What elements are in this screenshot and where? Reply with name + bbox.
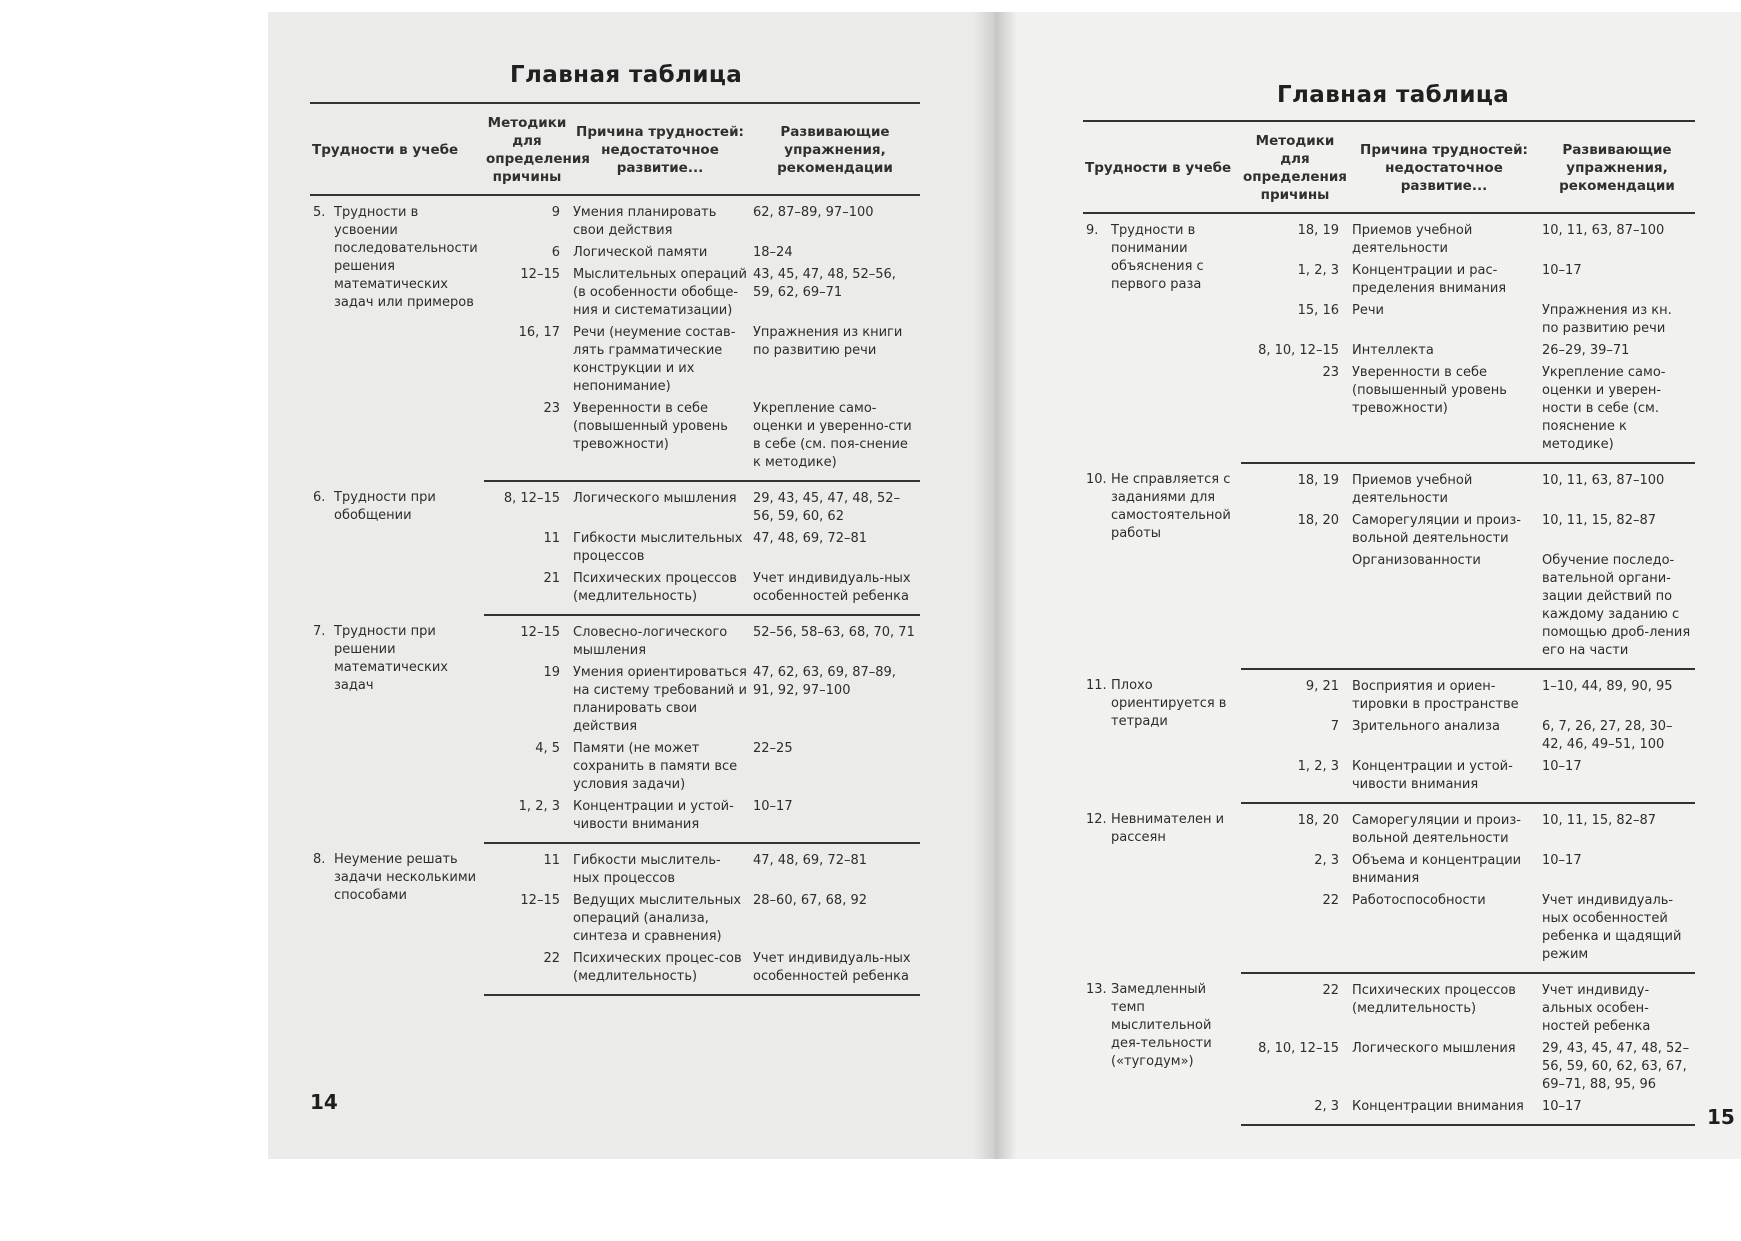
cause-cell: Саморегуляции и произ-вольной деятельности <box>1352 513 1521 546</box>
page-title: Главная таблица <box>1277 82 1510 108</box>
methods-cell: 21 <box>484 568 570 615</box>
header-difficulty: Трудности в учебе <box>1083 121 1241 213</box>
methods-cell: 11 <box>543 531 560 546</box>
cause-cell: Речи (неумение состав-лять грамматические конструкции и их непонимание) <box>573 325 736 394</box>
cause-cell: Логического мышления <box>573 491 737 506</box>
recommendations-cell: Учет индивидуаль-ных особенностей ребенка и щадящий режим <box>1539 890 1695 973</box>
recommendations-cell: 1–10, 44, 89, 90, 95 <box>1542 679 1673 694</box>
table-row <box>310 195 920 242</box>
cause-cell: Концентрации и устой-чивости внимания <box>1349 756 1539 803</box>
cause-cell: Умения планировать свои действия <box>573 205 717 238</box>
methods-cell: 1, 2, 3 <box>1297 263 1339 278</box>
methods-cell: 19 <box>543 665 560 680</box>
recommendations-cell: Упражнения из кн. по развитию речи <box>1542 303 1672 336</box>
header-methods: Методики для определения причины <box>484 103 570 195</box>
methods-cell: 9 <box>551 205 560 220</box>
table-row <box>1083 973 1695 1038</box>
cause-cell: Ведущих мыслительных операций (анализа, синтеза и сравнения) <box>573 893 742 944</box>
cause-cell: Концентрации внимания <box>1349 1096 1539 1125</box>
header-cause: Причина трудностей: недостаточное развитие... <box>1349 121 1539 213</box>
recommendations-cell: 6, 7, 26, 27, 28, 30–42, 46, 49–51, 100 <box>1542 719 1673 752</box>
methods-cell: 12–15 <box>520 893 560 908</box>
methods-cell: 18, 20 <box>1297 813 1339 828</box>
difficulty-number: 13. <box>1086 982 1107 997</box>
recommendations-cell: Обучение последо-вательной органи-зации действий по каждому заданию с помощью дроб-ления его на части <box>1539 550 1695 669</box>
cause-cell: Организованности <box>1349 550 1539 669</box>
cause-cell: Умения ориентироваться на систему требований и планировать свои действия <box>573 665 747 734</box>
recommendations-cell: 10, 11, 15, 82–87 <box>1542 513 1657 528</box>
methods-cell: 1, 2, 3 <box>484 796 570 843</box>
cause-cell: Приемов учебной деятельности <box>1352 223 1473 256</box>
cause-cell: Логического мышления <box>1352 1041 1516 1056</box>
recommendations-cell: 10–17 <box>750 796 920 843</box>
difficulty-number: 11. <box>1086 678 1107 693</box>
methods-cell <box>1241 550 1349 669</box>
recommendations-cell: 10, 11, 15, 82–87 <box>1542 813 1657 828</box>
table-row <box>310 481 920 528</box>
cause-cell: Приемов учебной деятельности <box>1352 473 1473 506</box>
table-body <box>310 195 920 995</box>
table-header-row <box>310 103 920 195</box>
cause-cell: Концентрации и рас-пределения внимания <box>1352 263 1507 296</box>
methods-cell: 2, 3 <box>1241 1096 1349 1125</box>
methods-cell: 9, 21 <box>1305 679 1339 694</box>
table-row <box>1083 213 1695 260</box>
header-recommendations: Развивающие упражнения, рекомендации <box>750 103 920 195</box>
header-recommendations: Развивающие упражнения, рекомендации <box>1539 121 1695 213</box>
header-methods: Методики для определения причины <box>1241 121 1349 213</box>
cause-cell: Саморегуляции и произ-вольной деятельности <box>1352 813 1521 846</box>
cause-cell: Мыслительных операций (в особенности обобще-ния и систематизации) <box>573 267 747 318</box>
recommendations-cell: 47, 62, 63, 69, 87–89, 91, 92, 97–100 <box>753 665 896 698</box>
cause-cell: Объема и концентрации внимания <box>1352 853 1522 886</box>
recommendations-cell: 18–24 <box>753 245 793 260</box>
cause-cell: Гибкости мыслитель-ных процессов <box>573 853 721 886</box>
cause-cell: Работоспособности <box>1349 890 1539 973</box>
methods-cell: 8, 10, 12–15 <box>1258 1041 1339 1056</box>
methods-cell: 7 <box>1330 719 1339 734</box>
methods-cell: 15, 16 <box>1297 303 1339 318</box>
table-body <box>1083 213 1695 1125</box>
main-table <box>310 102 920 996</box>
recommendations-cell: 10–17 <box>1542 263 1582 278</box>
methods-cell: 4, 5 <box>535 741 560 756</box>
methods-cell: 18, 20 <box>1297 513 1339 528</box>
page-number: 15 <box>1707 1105 1735 1129</box>
methods-cell: 22 <box>1241 890 1349 973</box>
recommendations-cell: Укрепление само-оценки и уверенно-сти в себе (см. поя-снение к методике) <box>750 398 920 481</box>
cause-cell: Уверенности в себе (повышенный уровень тревожности) <box>1349 362 1539 463</box>
difficulty-number: 5. <box>313 205 326 220</box>
difficulty-cell: Плохо ориентируется в тетради <box>1111 678 1227 729</box>
difficulty-cell: Невнимателен и рассеян <box>1111 812 1225 845</box>
methods-cell: 8, 12–15 <box>503 491 560 506</box>
recommendations-cell: 29, 43, 45, 47, 48, 52–56, 59, 60, 62, 63, 67, 69–71, 88, 95, 96 <box>1542 1041 1690 1092</box>
methods-cell: 23 <box>1241 362 1349 463</box>
page-number: 14 <box>310 1090 338 1114</box>
difficulty-number: 8. <box>313 852 326 867</box>
difficulty-cell: Не справляется с заданиями для самостоятельной работы <box>1111 472 1231 541</box>
methods-cell: 2, 3 <box>1314 853 1339 868</box>
recommendations-cell: Учет индивиду-альных особен-ностей ребенка <box>1542 983 1651 1034</box>
methods-cell: 12–15 <box>520 625 560 640</box>
cause-cell: Логической памяти <box>573 245 708 260</box>
recommendations-cell: Укрепление само-оценки и уверен-ности в себе (см. пояснение к методике) <box>1539 362 1695 463</box>
cause-cell: Психических процес-сов (медлительность) <box>570 948 750 995</box>
recommendations-cell: 10–17 <box>1542 853 1582 868</box>
recommendations-cell: 10, 11, 63, 87–100 <box>1542 473 1665 488</box>
recommendations-cell: Учет индивидуаль-ных особенностей ребенка <box>750 568 920 615</box>
header-difficulty: Трудности в учебе <box>310 103 484 195</box>
main-table <box>1083 120 1695 1126</box>
difficulty-cell: Трудности при решении математических задач <box>334 624 448 693</box>
methods-cell: 22 <box>1322 983 1339 998</box>
cause-cell: Гибкости мыслительных процессов <box>573 531 743 564</box>
table-row <box>310 843 920 890</box>
cause-cell: Концентрации и устой-чивости внимания <box>570 796 750 843</box>
methods-cell: 18, 19 <box>1297 223 1339 238</box>
spine-shadow <box>973 12 995 1159</box>
methods-cell: 23 <box>484 398 570 481</box>
table-row <box>1083 669 1695 716</box>
recommendations-cell: 28–60, 67, 68, 92 <box>753 893 868 908</box>
cause-cell: Психических процессов (медлительность) <box>1352 983 1516 1016</box>
difficulty-cell: Трудности в усвоении последовательности решения математических задач или примеров <box>334 205 478 310</box>
cause-cell: Восприятия и ориен-тировки в пространстве <box>1352 679 1519 712</box>
difficulty-cell: Трудности в понимании объяснения с первого раза <box>1111 223 1204 292</box>
cause-cell: Интеллекта <box>1352 343 1434 358</box>
recommendations-cell: 47, 48, 69, 72–81 <box>753 853 868 868</box>
spine-shadow <box>995 12 1017 1159</box>
methods-cell: 18, 19 <box>1297 473 1339 488</box>
cause-cell: Уверенности в себе (повышенный уровень тревожности) <box>570 398 750 481</box>
recommendations-cell: 62, 87–89, 97–100 <box>753 205 874 220</box>
methods-cell: 12–15 <box>520 267 560 282</box>
difficulty-number: 12. <box>1086 812 1107 827</box>
recommendations-cell: Учет индивидуаль-ных особенностей ребенка <box>750 948 920 995</box>
difficulty-number: 9. <box>1086 223 1099 238</box>
difficulty-cell: Неумение решать задачи несколькими способами <box>334 852 477 903</box>
table-row <box>310 615 920 662</box>
methods-cell: 11 <box>543 853 560 868</box>
cause-cell: Речи <box>1352 303 1384 318</box>
recommendations-cell: 52–56, 58–63, 68, 70, 71 <box>753 625 915 640</box>
cause-cell: Памяти (не может сохранить в памяти все условия задачи) <box>573 741 738 792</box>
recommendations-cell: 10–17 <box>1539 756 1695 803</box>
table-header-row <box>1083 121 1695 213</box>
recommendations-cell: 26–29, 39–71 <box>1542 343 1630 358</box>
right-page <box>995 12 1741 1159</box>
difficulty-number: 6. <box>313 490 326 505</box>
recommendations-cell: 22–25 <box>753 741 793 756</box>
table-row <box>1083 463 1695 510</box>
difficulty-cell: Трудности при обобщении <box>334 490 436 523</box>
recommendations-cell: 47, 48, 69, 72–81 <box>753 531 868 546</box>
recommendations-cell: 10, 11, 63, 87–100 <box>1542 223 1665 238</box>
cause-cell: Зрительного анализа <box>1352 719 1501 734</box>
difficulty-number: 7. <box>313 624 326 639</box>
recommendations-cell: Упражнения из книги по развитию речи <box>753 325 903 358</box>
page-title: Главная таблица <box>510 62 743 88</box>
header-cause: Причина трудностей: недостаточное развитие... <box>570 103 750 195</box>
methods-cell: 1, 2, 3 <box>1241 756 1349 803</box>
cause-cell: Психических процессов (медлительность) <box>570 568 750 615</box>
recommendations-cell: 29, 43, 45, 47, 48, 52–56, 59, 60, 62 <box>753 491 901 524</box>
methods-cell: 8, 10, 12–15 <box>1258 343 1339 358</box>
left-page <box>268 12 995 1159</box>
difficulty-cell: Замедленный темп мыслительной дея-тельности («тугодум») <box>1111 982 1212 1069</box>
recommendations-cell: 43, 45, 47, 48, 52–56, 59, 62, 69–71 <box>753 267 896 300</box>
methods-cell: 6 <box>551 245 560 260</box>
recommendations-cell: 10–17 <box>1539 1096 1695 1125</box>
cause-cell: Словесно-логического мышления <box>573 625 728 658</box>
methods-cell: 22 <box>484 948 570 995</box>
methods-cell: 16, 17 <box>518 325 560 340</box>
table-row <box>1083 803 1695 850</box>
difficulty-number: 10. <box>1086 472 1107 487</box>
